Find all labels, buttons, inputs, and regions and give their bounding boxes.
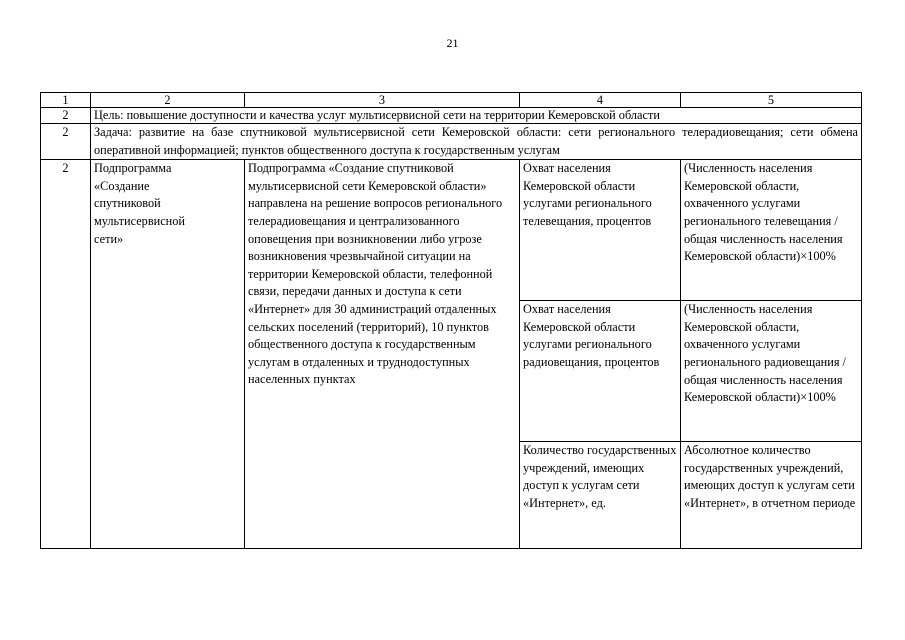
task-row-number: 2	[41, 124, 91, 160]
subprogram-name-text: Подпрограмма «Создание спутниковой мультисервисной сети»	[94, 161, 185, 246]
page-number: 21	[446, 36, 459, 50]
task-text: Задача: развитие на базе спутниковой мультисервисной сети Кемеровской области: сети регионального телерадиовещания; сети обмена оперативной информацией; пунктов общественного доступа к государственным услугам	[91, 124, 862, 160]
goal-text: Цель: повышение доступности и качества услуг мультисервисной сети на территории Кемеровской области	[91, 108, 862, 124]
header-cell-5: 5	[681, 93, 862, 108]
indicator-formula-2: (Численность населения Кемеровской области, охваченного услугами регионального радиовещания / общая численность населения Кемеровской области)×100%	[681, 301, 862, 442]
program-row-number: 2	[41, 160, 91, 549]
header-cell-1: 1	[41, 93, 91, 108]
goal-row	[41, 108, 862, 124]
goal-row-number: 2	[41, 108, 91, 124]
header-cell-4: 4	[520, 93, 681, 108]
subprogram-name	[91, 160, 245, 549]
indicator-name-2: Охват населения Кемеровской области услугами регионального радиовещания, процентов	[520, 301, 681, 442]
indicators-table	[40, 92, 862, 549]
subprogram-description: Подпрограмма «Создание спутниковой мультисервисной сети Кемеровской области» направлена на решение вопросов регионального телерадиовещания и централизованного оповещения при возникновении либо угрозе возникновения чрезвычайной ситуации на территории Кемеровской области, телефонной связи, передачи данных и доступа к сети «Интернет» для 30 администраций отдаленных сельских поселений (территорий), 10 пунктов общественного доступа к государственным услугам в отдаленных и труднодоступных населенных пунктах	[245, 160, 520, 549]
header-row	[41, 93, 862, 108]
header-cell-2: 2	[91, 93, 245, 108]
indicator-formula-1: (Численность населения Кемеровской области, охваченного услугами регионального телевещания / общая численность населения Кемеровской области)×100%	[681, 160, 862, 301]
indicator-name-3: Количество государственных учреждений, имеющих доступ к услугам сети «Интернет», ед.	[520, 442, 681, 549]
header-cell-3: 3	[245, 93, 520, 108]
task-row	[41, 124, 862, 160]
indicator-row-1	[41, 160, 862, 301]
indicator-formula-3: Абсолютное количество государственных учреждений, имеющих доступ к услугам сети «Интернет», в отчетном периоде	[681, 442, 862, 549]
indicator-name-1: Охват населения Кемеровской области услугами регионального телевещания, процентов	[520, 160, 681, 301]
